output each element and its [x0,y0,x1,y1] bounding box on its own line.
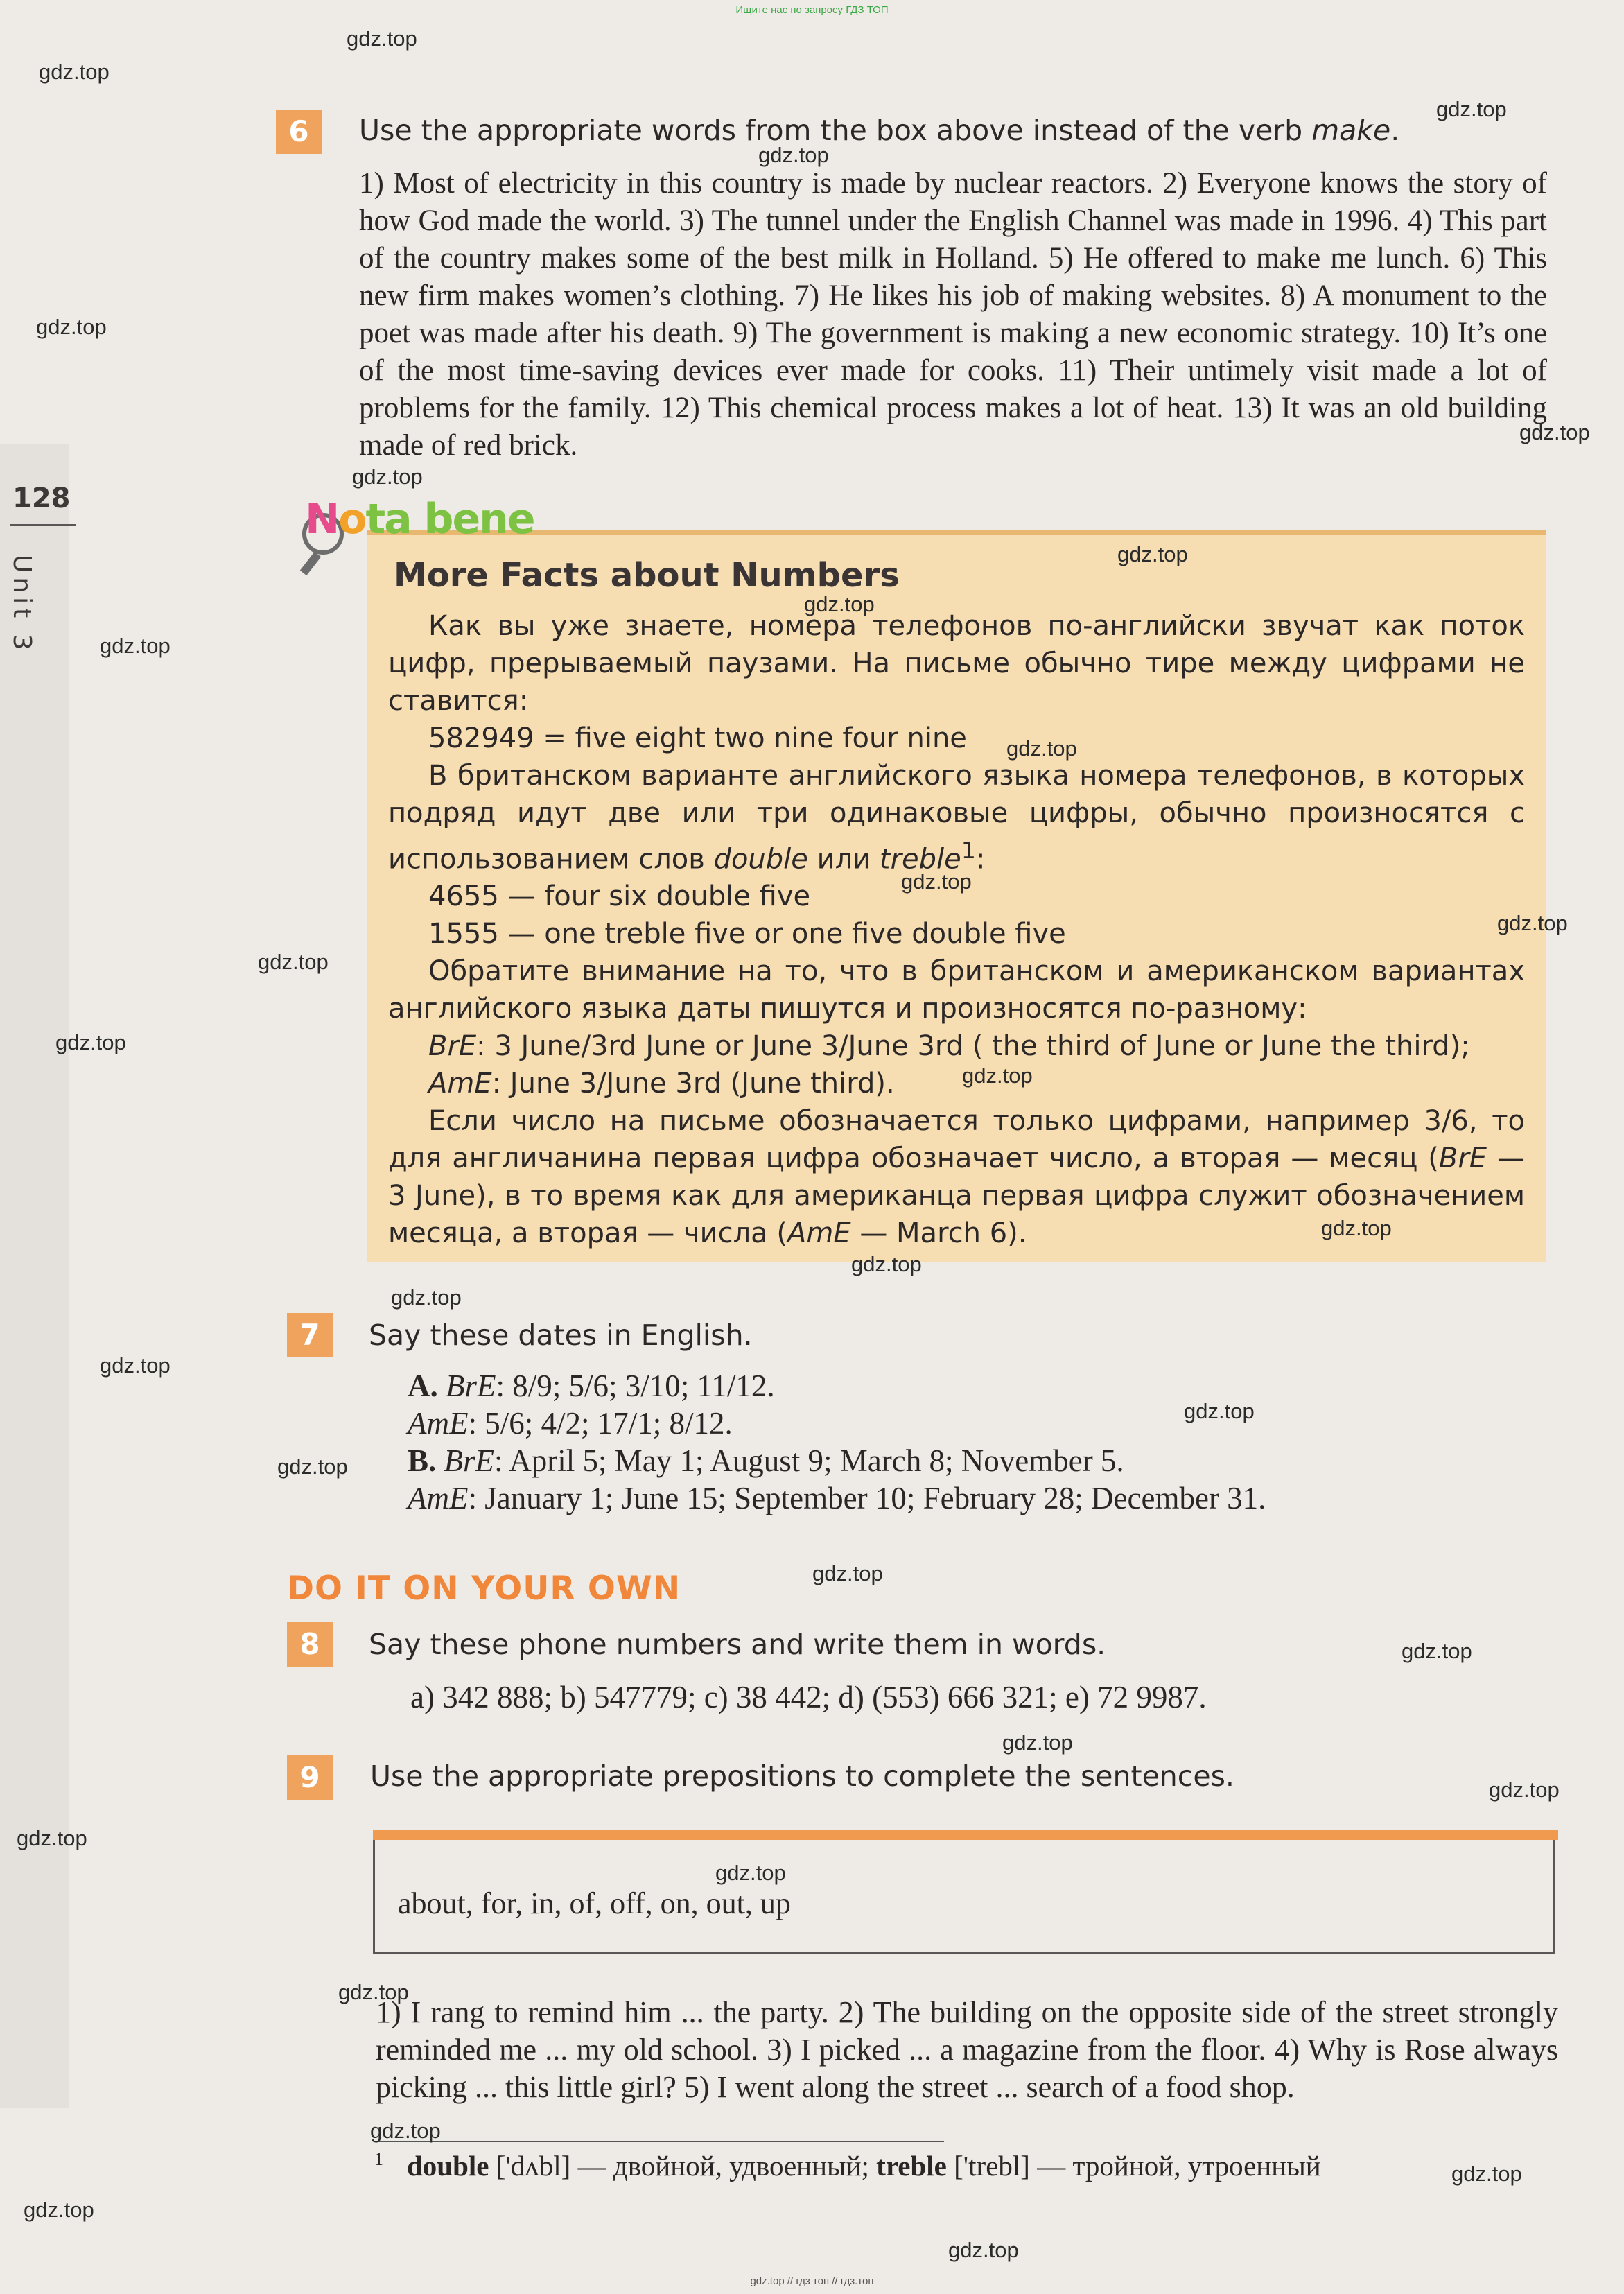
watermark: gdz.top [391,1285,462,1310]
page-number: 128 [12,483,71,514]
dates-text-b-bre: : April 5; May 1; August 9; March 8; November 5. [494,1443,1124,1478]
watermark: gdz.top [1451,2162,1522,2186]
task-9-title: Use the appropriate prepositions to complete the sentences. [370,1759,1234,1793]
nb-footnote-mark: 1 [961,837,976,864]
watermark: gdz.top [370,2119,441,2143]
prepositions-box-bar [373,1830,1558,1840]
nb-p4-ame: AmE [787,1217,851,1250]
watermark: gdz.top [100,634,171,658]
watermark: gdz.top [901,869,972,894]
task-number-6: 6 [276,110,322,154]
task-7-dates [408,1367,1266,1517]
dates-line-a-bre [408,1367,1266,1405]
task-6-title-end: . [1390,114,1400,147]
nb-p2-double: double [713,843,808,876]
watermark: gdz.top [1006,736,1077,761]
nb-p2-treble: treble [879,843,961,876]
nb-p2-text: В британском варианте английского языка номера телефонов, в которых подряд идут две или три одинаковые цифры, обычно произносятся с использованием слов [388,760,1525,876]
watermark: gdz.top [812,1561,883,1585]
page-number-rule [10,524,76,526]
nb-p4-bre: BrE [1438,1142,1487,1175]
dates-text-a-bre: : 8/9; 5/6; 3/10; 11/12. [496,1368,775,1403]
nota-bene-title: More Facts about Numbers [394,556,900,595]
footnote-rule [376,2141,944,2142]
bottom-note: gdz.top // гдз топ // гдз.топ [750,2275,874,2287]
nb-ame-text: : June 3/June 3rd (June third). [491,1068,895,1100]
nota-bene-logo-rest: ta bene [365,495,534,544]
nb-p2-or: или [807,843,880,876]
watermark: gdz.top [962,1063,1033,1088]
nb-p4-b: — 3 June), в то время как для американца первая цифра служит обозначением месяца, а вторая — числа ( [388,1142,1525,1250]
watermark: gdz.top [948,2238,1019,2262]
task-number-8: 8 [287,1622,333,1667]
footnote [374,2149,1321,2182]
nb-ame-label: AmE [428,1068,492,1100]
watermark: gdz.top [36,315,107,339]
footnote-word-double: double [407,2150,489,2182]
dates-line-a-ame [408,1405,1266,1442]
watermark: gdz.top [715,1861,786,1885]
footnote-gloss-double: ['dʌbl] — двойной, удвоенный; [489,2150,877,2182]
nota-bene-text [388,607,1525,1252]
nb-bre-text: : 3 June/3rd June or June 3/June 3rd ( the third of June or June the third); [476,1030,1470,1063]
watermark: gdz.top [347,26,417,51]
footnote-gloss-treble: ['trebl] — тройной, утроенный [946,2150,1321,2182]
task-6-sentences: 1) Most of electricity in this country is made by nuclear reactors. 2) Everyone knows the story of how God made the world. 3) The tunnel under the English Channel was made in 1996. 4) This part of the country makes some of the best milk in Holland. 5) He offered to make me lunch. 6) This new firm makes women’s clothing. 7) He likes his job of making websites. 8) A monument to the poet was made after his death. 9) The government is making a new economic strategy. 10) It’s one of the most time-saving devices ever made for cooks. 11) Their untimely visit made a lot of problems for the family. 12) This chemical process makes a lot of heat. 13) It was an old building made of red brick. [359,167,1547,462]
watermark: gdz.top [1519,420,1590,444]
task-7-title: Say these dates in English. [369,1319,753,1352]
footnote-word-treble: treble [876,2150,947,2182]
dates-label-bre-b: BrE [444,1443,495,1478]
top-note: Ищите нас по запросу ГДЗ ТОП [735,4,889,16]
watermark: gdz.top [851,1252,922,1276]
dates-line-b-bre [408,1442,1266,1479]
nb-example-3: 1555 — one treble five or one five double five [428,918,1066,950]
nota-bene-logo [305,495,534,544]
task-number-9: 9 [287,1755,333,1800]
watermark: gdz.top [1184,1399,1255,1423]
nb-p2-end: : [975,843,986,876]
unit-label: Unit 3 [8,555,36,654]
nb-bre-label: BrE [428,1030,477,1063]
task-6-title-verb: make [1311,114,1391,147]
watermark: gdz.top [804,592,875,616]
task-number-7: 7 [287,1313,333,1357]
watermark: gdz.top [352,464,423,489]
nota-bene-logo-o: o [338,495,366,544]
task-6-title-text: Use the appropriate words from the box above instead of the verb [359,114,1312,147]
dates-label-bre-a: BrE [446,1368,496,1403]
watermark: gdz.top [277,1454,348,1479]
nb-paragraph-3: Обратите внимание на то, что в британском и американском вариантах английского языка даты пишутся и произносятся по-разному: [388,955,1525,1025]
task-9-text: 1) I rang to remind him ... the party. 2) The building on the opposite side of the street strongly reminded me ... my old school. 3) I picked ... a magazine from the floor. 4) Why is Rose always picking ... this little girl? 5) I went along the street ... search of a food shop. [376,1995,1558,2104]
dates-line-b-ame [408,1479,1266,1517]
watermark: gdz.top [1436,97,1507,121]
dates-letter-b: B. [408,1443,437,1478]
watermark: gdz.top [39,60,110,84]
nb-bre-line [388,1027,1525,1065]
dates-text-b-ame: : January 1; June 15; September 10; February 28; December 31. [468,1481,1266,1515]
watermark: gdz.top [1489,1778,1560,1802]
dates-label-ame-a: AmE [408,1406,469,1441]
task-6-title [359,114,1399,147]
watermark: gdz.top [1402,1639,1472,1663]
nota-bene-logo-n: N [305,495,339,544]
nb-example-2: 4655 — four six double five [428,880,811,913]
task-8-phone-numbers: a) 342 888; b) 547779; c) 38 442; d) (553) 666 321; e) 72 9987. [410,1680,1207,1714]
dates-letter-a: A. [408,1368,438,1403]
dates-label-ame-b: AmE [408,1481,469,1515]
watermark: gdz.top [17,1826,87,1850]
task-9-sentences [376,1994,1558,2106]
watermark: gdz.top [338,1980,409,2004]
task-8-title: Say these phone numbers and write them in words. [369,1628,1106,1661]
watermark: gdz.top [1002,1730,1073,1755]
nb-example-1: 582949 = five eight two nine four nine [428,722,967,754]
nb-paragraph-2 [388,757,1525,878]
prepositions-list: about, for, in, of, off, on, out, up [398,1886,791,1920]
watermark: gdz.top [1117,542,1188,566]
nb-paragraph-1: Как вы уже знаете, номера телефонов по-английски звучат как поток цифр, прерываемый паузами. На письме обычно тире между цифрами не ставится: [388,610,1525,717]
magnifier-handle-icon [300,552,321,575]
watermark: gdz.top [100,1353,171,1378]
left-margin-tab [0,444,69,2108]
nb-ame-line [388,1065,1525,1102]
section-heading: DO IT ON YOUR OWN [287,1570,681,1608]
dates-text-a-ame: : 5/6; 4/2; 17/1; 8/12. [468,1406,733,1441]
footnote-mark: 1 [374,2149,383,2170]
watermark: gdz.top [24,2198,94,2222]
nb-p4-c: — March 6). [850,1217,1027,1250]
watermark: gdz.top [1497,911,1568,935]
nb-p4-a: Если число на письме обозначается только цифрами, например 3/6, то для англичанина первая цифра обозначает число, а вторая — месяц ( [388,1105,1525,1175]
watermark: gdz.top [758,143,829,167]
watermark: gdz.top [258,950,329,974]
watermark: gdz.top [1321,1216,1392,1240]
watermark: gdz.top [55,1030,126,1054]
